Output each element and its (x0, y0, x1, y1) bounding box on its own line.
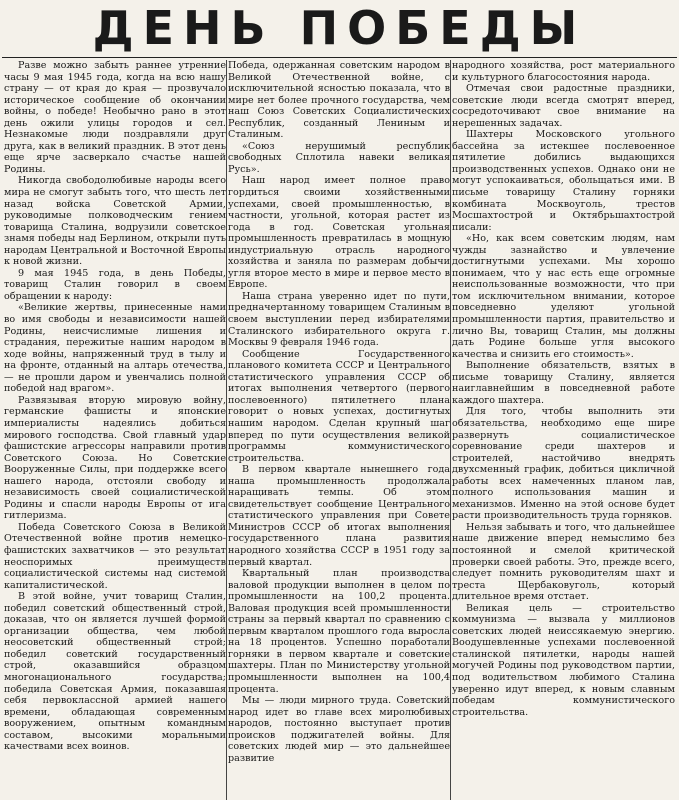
quote-paragraph: «Великие жертвы, принесенные нами во имя свободы и независимости нашей Родины, неисчислимые лишения и страдания, пережитые нашим народом в ходе войны, напряженный труд в тылу и на фронте, отданный на алтарь отечества, — не прошли даром и увенчались полной победой над врагом». (4, 302, 226, 395)
paragraph: В первом квартале нынешнего года наша промышленность продолжала наращивать темпы. Об этом свидетельствует сообщение Центрального статистического управления при Совете Министров СССР об итогах выполнения государственного плана развития народного хозяйства СССР в 1951 году за первый квартал. (228, 464, 450, 568)
paragraph: Наша страна уверенно идет по пути, предначертанному товарищем Сталиным в своем выступлении перед избирателями Сталинского избирательного округа г. Москвы 9 февраля 1946 года. (228, 290, 450, 349)
headline: ДЕНЬ ПОБЕДЫ (92, 1, 587, 55)
paragraph: Сообщение Государственного планового комитета СССР и Центрального статистического управления СССР об итогах выполнения четвертого (первого послевоенного) пятилетнего плана говорит о новых успехах, достигнутых нашим народом. Сделан крупный шаг вперед по пути осуществления великой программы коммунистического строительства. (228, 348, 450, 464)
article-column-3 (452, 60, 675, 800)
column-divider (226, 60, 227, 800)
article-column-2 (228, 60, 450, 800)
paragraph: В этой войне, учит товарищ Сталин, победил советский общественный строй, доказав, что он является лучшей формой организации общества, чем любой неосоветский общественный строй; победил советский государственный строй, оказавшийся образцом многонационального государства; победила Советская Армия, показавшая себя первоклассной армией нашего времени, обладающая современным вооружением, опытным командным составом, высокими моральными качествами всех воинов. (4, 591, 226, 753)
paragraph: Для того, чтобы выполнить эти обязательства, необходимо еще шире развернуть социалистическое соревнование среди шахтеров и строителей, настойчиво внедрять двухсменный график, добиться цикличной работы всех намеченных планом лав, полного использования машин и механизмов. Именно на этой основе будет расти производительность труда горняков. (452, 406, 675, 522)
paragraph: Великая цель — строительство коммунизма — вызвала у миллионов советских людей неиссякаемую энергию. Воодушевленные успехами послевоенной сталинской пятилетки, народы нашей могучей Родины под руководством партии, под водительством любимого Сталина уверенно идут вперед, к новым славным победам коммунистического строительства. (452, 602, 675, 718)
quote-paragraph: «Союз нерушимый республик свободных Сплотила навеки великая Русь». (228, 140, 450, 175)
paragraph: Никогда свободолюбивые народы всего мира не смогут забыть того, что шесть лет назад войска Советской Армии, руководимые полководческим гением товарища Сталина, водрузили советское знамя победы над Берлином, открыли путь народам Центральной и Восточной Европы к новой жизни. (4, 175, 226, 268)
column-divider (450, 60, 451, 800)
paragraph: Выполнение обязательств, взятых в письме товарищу Сталину, является наиглавнейшим в повседневной работе каждого шахтера. (452, 360, 675, 406)
paragraph: Наш народ имеет полное право гордиться своими хозяйственными успехами, своей промышленностью, в частности, угольной, которая растет из года в год. Советская угольная промышленность превратилась в мощную индустриальную отрасль народного хозяйства и заняла по размерам добычи угля второе место в мире и первое место в Европе. (228, 175, 450, 291)
paragraph: Развязывая вторую мировую войну, германские фашисты и японские империалисты надеялись добиться мирового господства. Свой главный удар фашистские агрессоры направили против Советского Союза. Но Советские Вооруженные Силы, при поддержке всего нашего народа, отстояли свободу и независимость своей социалистической Родины и спасли народы Европы от ига гитлеризма. (4, 394, 226, 522)
paragraph: Отмечая свои радостные праздники, советские люди всегда смотрят вперед, сосредоточивают свое внимание на нерешенных задачах. (452, 83, 675, 129)
paragraph: Нельзя забывать и того, что дальнейшее наше движение вперед немыслимо без постоянной и смелой критической проверки своей работы. Это, прежде всего, следует помнить руководителям шахт и треста Щербаковуголь, который длительное время отстает. (452, 521, 675, 603)
paragraph: народного хозяйства, рост материального и культурного благосостояния народа. (452, 60, 675, 83)
article-column-1 (4, 60, 226, 800)
paragraph: 9 мая 1945 года, в день Победы, товарищ Сталин говорил в своем обращении к народу: (4, 267, 226, 302)
paragraph: Победа Советского Союза в Великой Отечественной войне против немецко-фашистских захватчиков — это результат неоспоримых преимуществ социалистической системы над системой капиталистической. (4, 521, 226, 591)
paragraph: Шахтеры Московского угольного бассейна за истекшее послевоенное пятилетие добились выдающихся производственных успехов. Однако они не могут успокаиваться, обольщаться ими. В письме товарищу Сталину горняки комбината Москвоуголь, трестов Мосшахтострой и Октябрьшахтострой писали: (452, 129, 675, 233)
paragraph: Квартальный план производства валовой продукции выполнен в целом по промышленности на 100,2 процента. Валовая продукция всей промышленности страны за первый квартал по сравнению с первым кварталом прошлого года выросла на 18 процентов. Успешно поработали горняки в первом квартале и советские шахтеры. План по Министерству угольной промышленности выполнен на 100,4 процента. (228, 568, 450, 695)
paragraph: Разве можно забыть раннее утренние часы 9 мая 1945 года, когда на всю нашу страну — от края до края — прозвучало историческое сообщение об окончании войны, о победе! Необычно рано в этот день ожили улицы городов и сел. Незнакомые люди поздравляли друг друга, как в великий праздник. В этот день еще ярче засверкало счастье нашей Родины. (4, 60, 226, 175)
paragraph: Мы — люди мирного труда. Советский народ идет во главе всех миролюбивых народов, постоянно выступает против происков поджигателей войны. Для советских людей мир — это дальнейшее развитие (228, 695, 450, 764)
quote-paragraph: «Но, как всем советским людям, нам чужды зазнайство и увлечение достигнутыми успехами. Мы хорошо понимаем, что у нас есть еще огромные неиспользованные возможности, что при том исключительном внимании, которое повседневно уделяют угольной промышленности партия, правительство и лично Вы, товарищ Сталин, мы должны дать Родине больше угля высокого качества и снизить его стоимость». (452, 233, 675, 360)
paragraph: Победа, одержанная советским народом в Великой Отечественной войне, с исключительной ясностью показала, что в мире нет более прочного государства, чем наш Союз Советских Социалистических Республик, созданный Лениным и Сталиным. (228, 60, 450, 141)
headline-rule (2, 57, 677, 58)
